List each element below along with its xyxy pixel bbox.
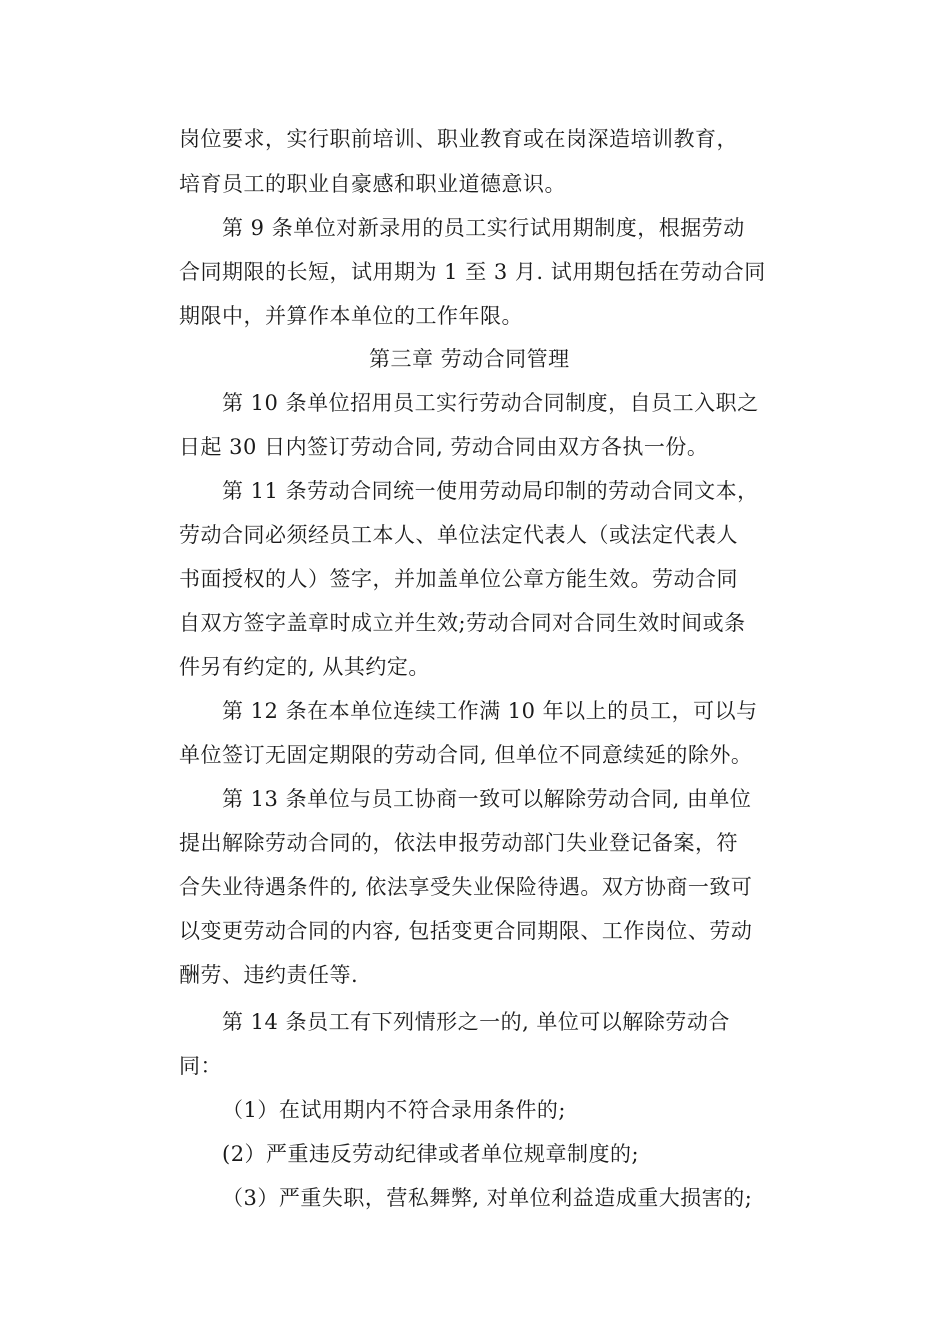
text-line: 岗位要求，实行职前培训、职业教育或在岗深造培训教育， bbox=[179, 127, 738, 151]
article-12: 第 12 条在本单位连续工作满 10 年以上的员工，可以与 bbox=[222, 699, 758, 723]
text-line: 以变更劳动合同的内容, 包括变更合同期限、工作岗位、劳动 bbox=[179, 919, 753, 943]
list-item-2: (2）严重违反劳动纪律或者单位规章制度的; bbox=[222, 1142, 640, 1166]
text-line: 日起 30 日内签订劳动合同, 劳动合同由双方各执一份。 bbox=[179, 435, 709, 459]
article-13: 第 13 条单位与员工协商一致可以解除劳动合同, 由单位 bbox=[222, 787, 752, 811]
article-14: 第 14 条员工有下列情形之一的, 单位可以解除劳动合 bbox=[222, 1010, 730, 1034]
list-item-1: （1）在试用期内不符合录用条件的; bbox=[222, 1098, 566, 1122]
text-line: 劳动合同必须经员工本人、单位法定代表人（或法定代表人 bbox=[179, 523, 738, 547]
chapter-heading: 第三章 劳动合同管理 bbox=[369, 347, 570, 371]
text-line: 期限中，并算作本单位的工作年限。 bbox=[179, 304, 523, 328]
article-9: 第 9 条单位对新录用的员工实行试用期制度，根据劳动 bbox=[222, 216, 745, 240]
list-item-3: （3）严重失职，营私舞弊, 对单位利益造成重大损害的; bbox=[222, 1186, 753, 1210]
text-line: 单位签订无固定期限的劳动合同, 但单位不同意续延的除外。 bbox=[179, 743, 753, 767]
text-line: 酬劳、违约责任等. bbox=[179, 963, 359, 987]
article-10: 第 10 条单位招用员工实行劳动合同制度，自员工入职之 bbox=[222, 391, 759, 415]
text-line: 合同期限的长短，试用期为 1 至 3 月. 试用期包括在劳动合同 bbox=[179, 260, 766, 284]
text-line: 提出解除劳动合同的，依法申报劳动部门失业登记备案，符 bbox=[179, 831, 738, 855]
text-line: 件另有约定的, 从其约定。 bbox=[179, 655, 430, 679]
text-line: 培育员工的职业自豪感和职业道德意识。 bbox=[179, 172, 566, 196]
text-line: 自双方签字盖章时成立并生效;劳动合同对合同生效时间或条 bbox=[179, 611, 746, 635]
article-11: 第 11 条劳动合同统一使用劳动局印制的劳动合同文本， bbox=[222, 479, 759, 503]
text-line: 同： bbox=[179, 1054, 222, 1078]
text-line: 合失业待遇条件的, 依法享受失业保险待遇。双方协商一致可 bbox=[179, 875, 753, 899]
text-line: 书面授权的人）签字，并加盖单位公章方能生效。劳动合同 bbox=[179, 567, 738, 591]
